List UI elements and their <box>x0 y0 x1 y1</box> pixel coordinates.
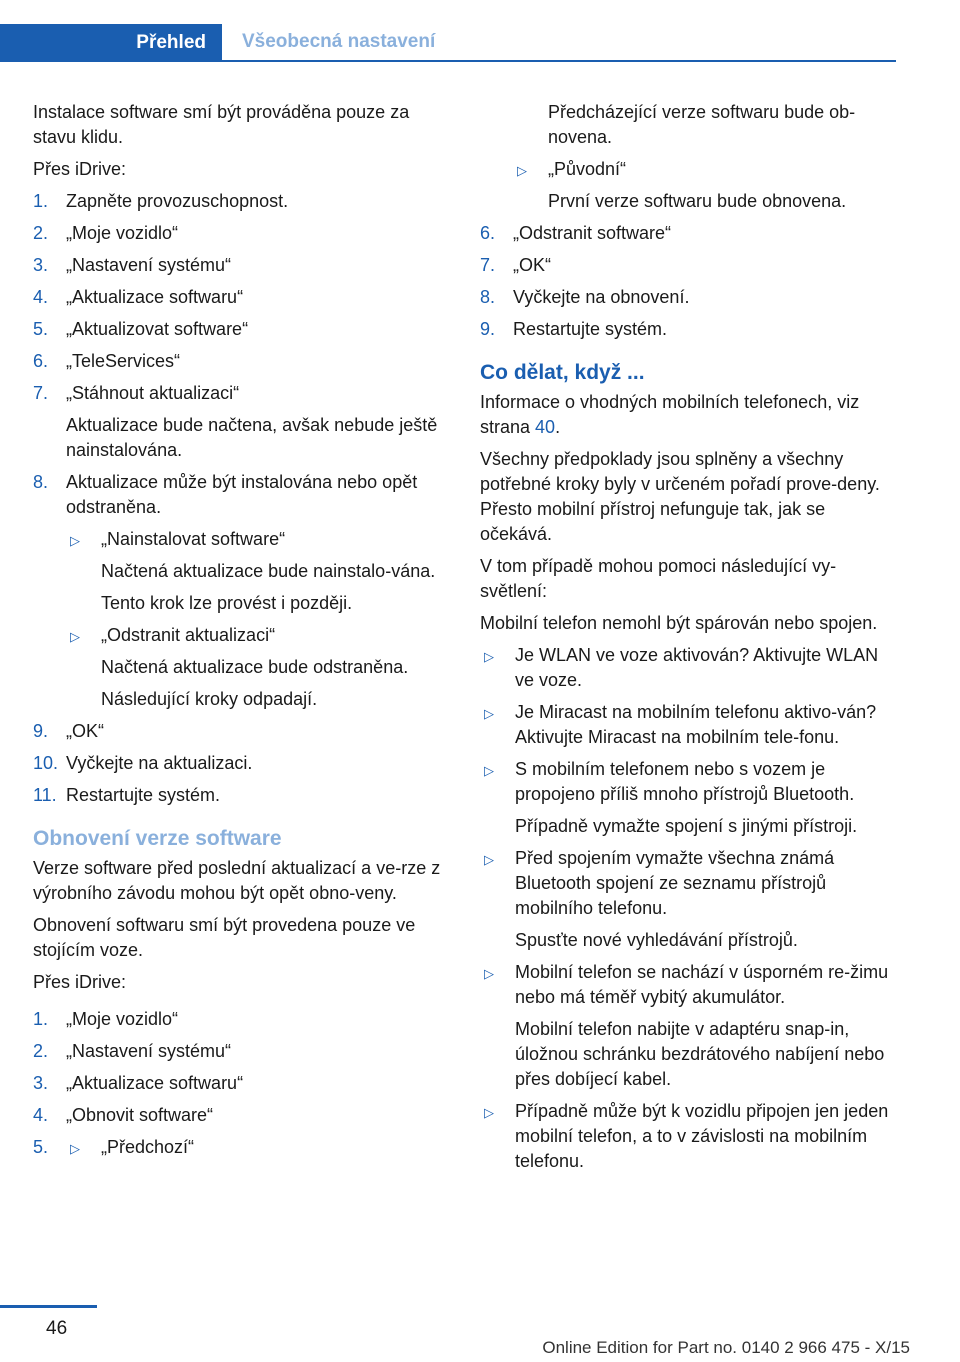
right-column <box>480 100 900 1181</box>
bullet-list <box>480 643 900 1174</box>
step-number: 3. <box>33 1073 49 1093</box>
paragraph-text: Informace o vhodných mobilních telefonech, viz strana <box>480 392 860 437</box>
step-number: 9. <box>33 721 49 741</box>
bullet-text: S mobilním telefonem nebo s vozem je propojeno příliš mnoho přístrojů Bluetooth. <box>515 759 855 804</box>
step-number: 6. <box>480 223 496 243</box>
step-number: 7. <box>33 383 49 403</box>
bullet-note: Následující kroky odpadají. <box>101 689 318 709</box>
bullet-item <box>480 960 900 1092</box>
bullet-list <box>66 527 443 712</box>
step-number: 5. <box>33 319 49 339</box>
section-heading-troubleshooting: Co dělat, když ... <box>480 361 645 384</box>
triangle-bullet-icon: ▷ <box>484 852 494 867</box>
header-rule <box>0 60 896 62</box>
bullet-note: Načtená aktualizace bude nainstalo‐vána. <box>101 561 436 581</box>
list-item <box>33 1103 443 1128</box>
list-item <box>33 1071 443 1096</box>
bullet-list <box>480 157 900 214</box>
bullet-item <box>480 700 900 750</box>
bullet-text: Případně může být k vozidlu připojen jen jeden mobilní telefon, a to v závislosti na mobilním telefonu. <box>515 1101 889 1171</box>
step-text: Aktualizace může být instalována nebo opět odstraněna. <box>66 472 418 517</box>
step-number: 6. <box>33 351 49 371</box>
restore-steps-list <box>33 1007 443 1160</box>
bullet-item <box>480 1099 900 1174</box>
triangle-bullet-icon: ▷ <box>70 1141 80 1156</box>
step-text: „Aktualizovat software“ <box>66 319 249 339</box>
bullet-note: První verze softwaru bude obnovena. <box>548 191 847 211</box>
list-item <box>33 221 443 246</box>
list-item <box>480 285 900 310</box>
paragraph: Instalace software smí být prováděna pouze za stavu klidu. <box>33 102 410 147</box>
paragraph: Přes iDrive: <box>33 972 127 992</box>
triangle-bullet-icon: ▷ <box>484 1105 494 1120</box>
paragraph: Mobilní telefon nemohl být spárován nebo spojen. <box>480 613 878 633</box>
restore-steps-list-cont <box>480 221 900 342</box>
list-item <box>480 317 900 342</box>
step-text: „OK“ <box>66 721 104 741</box>
step-number: 2. <box>33 223 49 243</box>
list-item <box>33 381 443 463</box>
bullet-note: Případně vymažte spojení s jinými přístroji. <box>515 816 858 836</box>
triangle-bullet-icon: ▷ <box>484 706 494 721</box>
step-text: „Aktualizace softwaru“ <box>66 1073 244 1093</box>
list-item <box>33 317 443 342</box>
bullet-text: Mobilní telefon se nachází v úsporném re‐žimu nebo má téměř vybitý akumulátor. <box>515 962 889 1007</box>
step-number: 1. <box>33 1009 49 1029</box>
paragraph: Všechny předpoklady jsou splněny a všechny potřebné kroky byly v určeném pořadí prove‐deny. Přesto mobilní přístroj nefunguje tak, jak se očekává. <box>480 449 880 544</box>
bullet-note: Tento krok lze provést i později. <box>101 593 353 613</box>
page-link[interactable]: 40 <box>535 417 556 437</box>
triangle-bullet-icon: ▷ <box>517 163 527 178</box>
list-item <box>33 1039 443 1064</box>
step-number: 4. <box>33 1105 49 1125</box>
triangle-bullet-icon: ▷ <box>70 629 80 644</box>
left-column <box>33 100 443 1167</box>
list-item <box>33 470 443 712</box>
update-steps-list <box>33 189 443 808</box>
bullet-note: Předcházející verze softwaru bude ob‐novena. <box>548 102 856 147</box>
edition-note: Online Edition for Part no. 0140 2 966 475 - X/15 <box>542 1338 910 1357</box>
tab-vseobecna-nastaveni[interactable]: Všeobecná nastavení <box>242 31 436 52</box>
bullet-text: „Nainstalovat software“ <box>101 529 286 549</box>
step-number: 1. <box>33 191 49 211</box>
paragraph: V tom případě mohou pomoci následující vy‐světlení: <box>480 556 837 601</box>
step-number: 5. <box>33 1137 49 1157</box>
bullet-text: „Odstranit aktualizaci“ <box>101 625 276 645</box>
step-text: „TeleServices“ <box>66 351 181 371</box>
tab-prehled[interactable]: Přehled <box>0 24 222 62</box>
step-number: 7. <box>480 255 496 275</box>
bullet-note: Načtená aktualizace bude odstraněna. <box>101 657 409 677</box>
paragraph: Přes iDrive: <box>33 159 127 179</box>
section-heading-restore: Obnovení verze software <box>33 827 282 850</box>
bullet-item <box>513 157 900 214</box>
step-number: 11. <box>33 785 57 805</box>
step-number: 9. <box>480 319 496 339</box>
bullet-text: „Původní“ <box>548 159 627 179</box>
paragraph <box>480 390 900 440</box>
step-number: 3. <box>33 255 49 275</box>
step-text: „Aktualizace softwaru“ <box>66 287 244 307</box>
bullet-item <box>480 643 900 693</box>
step-text: „Nastavení systému“ <box>66 255 232 275</box>
step-number: 2. <box>33 1041 49 1061</box>
list-item <box>480 253 900 278</box>
step-note: Aktualizace bude načtena, avšak nebude ještě nainstalována. <box>66 415 438 460</box>
header-tabs <box>0 24 896 62</box>
bullet-item <box>480 757 900 839</box>
step-number: 8. <box>33 472 49 492</box>
list-item <box>33 189 443 214</box>
step-text: „Odstranit software“ <box>513 223 672 243</box>
step-text: „Moje vozidlo“ <box>66 1009 179 1029</box>
step-text: „Moje vozidlo“ <box>66 223 179 243</box>
step-text: Vyčkejte na obnovení. <box>513 287 690 307</box>
bullet-text: Je WLAN ve voze aktivován? Aktivujte WLAN ve voze. <box>515 645 879 690</box>
step-text: „OK“ <box>513 255 551 275</box>
list-item <box>33 751 443 776</box>
list-item <box>33 285 443 310</box>
step-number: 10. <box>33 753 59 773</box>
bullet-text: Před spojením vymažte všechna známá Bluetooth spojení ze seznamu přístrojů mobilního telefonu. <box>515 848 835 918</box>
step-text: Restartujte systém. <box>513 319 668 339</box>
triangle-bullet-icon: ▷ <box>484 649 494 664</box>
step-text: „Nastavení systému“ <box>66 1041 232 1061</box>
footer-rule <box>0 1305 97 1308</box>
step-text: „Obnovit software“ <box>66 1105 214 1125</box>
bullet-continuation <box>480 100 900 150</box>
bullet-item <box>480 846 900 953</box>
triangle-bullet-icon: ▷ <box>484 966 494 981</box>
paragraph: Obnovení softwaru smí být provedena pouze ve stojícím voze. <box>33 915 416 960</box>
list-item <box>33 1007 443 1032</box>
bullet-note: Mobilní telefon nabijte v adaptéru snap-in, úložnou schránku bezdrátového nabíjení nebo přes dobíjecí kabel. <box>515 1019 885 1089</box>
list-item <box>33 253 443 278</box>
step-number: 4. <box>33 287 49 307</box>
bullet-text: Je Miracast na mobilním telefonu aktivo‐ván? Aktivujte Miracast na mobilním tele‐fonu. <box>515 702 877 747</box>
list-item <box>33 783 443 808</box>
paragraph-text: . <box>555 417 561 437</box>
bullet-note: Spusťte nové vyhledávání přístrojů. <box>515 930 798 950</box>
triangle-bullet-icon: ▷ <box>70 533 80 548</box>
step-text: Vyčkejte na aktualizaci. <box>66 753 253 773</box>
paragraph: Verze software před poslední aktualizací a ve‐rze z výrobního závodu mohou být opět obno‐veny. <box>33 858 441 903</box>
bullet-item <box>66 623 443 712</box>
page-number: 46 <box>46 1318 68 1339</box>
list-item <box>33 349 443 374</box>
list-item <box>480 221 900 246</box>
step-number: 8. <box>480 287 496 307</box>
bullet-item <box>66 527 443 616</box>
bullet-text: „Předchozí“ <box>101 1137 195 1157</box>
step-text: Restartujte systém. <box>66 785 221 805</box>
list-item <box>33 719 443 744</box>
step-text: „Stáhnout aktualizaci“ <box>66 383 240 403</box>
bullet-item <box>66 1135 443 1160</box>
triangle-bullet-icon: ▷ <box>484 763 494 778</box>
step-text: Zapněte provozuschopnost. <box>66 191 289 211</box>
list-item <box>33 1135 443 1160</box>
